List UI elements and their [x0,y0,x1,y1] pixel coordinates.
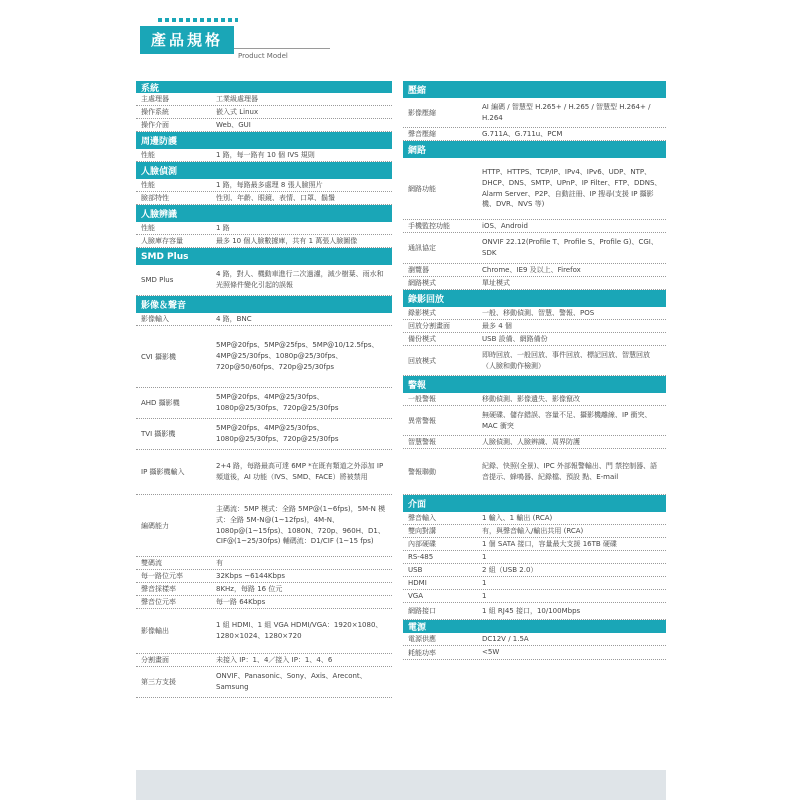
footer-band [136,770,666,800]
spec-row [403,307,666,320]
spec-value: 1 輸入、1 輸出 (RCA) [482,513,553,522]
spec-row [136,583,392,596]
spec-value: AI 編碼 / 智慧型 H.265+ / H.265 / 智慧型 H.264+ / H.264 [482,102,651,122]
spec-label: 網路模式 [408,279,436,287]
spec-value: 2+4 路，每路最高可達 6MP *在既有類道之外添加 IP 頻道後，AI 功能（IVS、SMD、FACE）將被禁用 [216,462,384,481]
spec-label: 回放模式 [408,356,436,365]
spec-row [403,590,666,603]
spec-label: 分割畫面 [141,656,169,664]
spec-row [136,450,392,495]
spec-row [403,264,666,277]
spec-value: 有，與聲音輸入/輸出共用 (RCA) [482,526,584,535]
section-header: 人臉偵測 [136,162,392,179]
spec-value: 一般、移動偵測、智慧、警報、POS [482,308,595,317]
spec-label: 智慧警報 [408,438,436,446]
spec-label: 耗能功率 [408,648,436,657]
spec-value: 4 路，對人、機動車進行二次過濾，減少樹葉、雨水和光照條件變化引起的誤報 [216,270,384,289]
spec-label: 第三方支援 [141,678,176,686]
spec-label: 每一路位元率 [141,572,183,580]
spec-label: 通訊協定 [408,244,436,252]
section-header: 電源 [403,620,666,633]
section-header: 系統 [136,81,392,93]
spec-value: 5MP@20fps、5MP@25fps、5MP@10/12.5fps、4MP@25/30fps、1080p@25/30fps、720p@50/60fps、720p@25/30fps [216,341,379,371]
spec-row [136,667,392,698]
spec-table-left [136,81,392,698]
spec-value: 最多 4 個 [482,321,512,330]
spec-value: 1 路 [216,223,230,232]
spec-value: 1 [482,552,487,561]
spec-value: 未接入 IP：1、4／接入 IP：1、4、6 [216,655,333,664]
spec-label: 操作系統 [141,108,169,116]
spec-value: G.711A、G.711u、PCM [482,129,563,138]
spec-row [136,557,392,570]
spec-value: HTTP、HTTPS、TCP/IP、IPv4、IPv6、UDP、NTP、DHCP、DNS、SMTP、UPnP、IP Filter、FTP、DDNS、Alarm Server、P2P、自動註冊、IP 搜尋(支援 IP 攝影機、DVR、NVS 等) [482,167,662,209]
spec-label: 雙碼流 [141,559,162,567]
spec-value: 嵌入式 Linux [216,107,259,116]
spec-row [403,233,666,264]
section-header: 人臉辨識 [136,205,392,222]
spec-row [403,646,666,660]
spec-label: 操作介面 [141,121,169,129]
spec-label: 人臉庫存容量 [141,237,183,245]
spec-label: AHD 攝影機 [141,399,180,407]
spec-row [403,220,666,233]
spec-row [136,495,392,557]
spec-label: 瀏覽器 [408,266,429,274]
section-header: 介面 [403,495,666,512]
spec-row [136,596,392,609]
spec-value: 8KHz，每路 16 位元 [216,584,283,593]
section-header: 警報 [403,376,666,393]
spec-row [403,512,666,525]
spec-label: 影像輸入 [141,315,169,323]
spec-label: RS-485 [408,553,434,561]
spec-label: 聲音壓縮 [408,130,436,138]
spec-row [403,449,666,495]
spec-label: VGA [408,592,424,600]
section-header: 周邊防護 [136,132,392,149]
spec-label: 主處理器 [141,95,169,103]
spec-row [136,388,392,419]
spec-label: 網路接口 [408,607,436,615]
spec-value: 1 個 SATA 接口，容量最大支援 16TB 硬碟 [482,539,617,548]
spec-value: 移動偵測、影像遺失、影像竄改 [482,394,580,403]
spec-row [403,603,666,620]
spec-label: 性能 [141,224,155,232]
spec-table-right [403,81,666,660]
spec-row [403,346,666,376]
spec-row [136,192,392,205]
spec-label: IP 攝影機輸入 [141,468,185,476]
spec-row [403,158,666,220]
spec-label: 內部硬碟 [408,540,436,548]
spec-row [403,633,666,646]
spec-row [403,564,666,577]
spec-value: 32Kbps ~6144Kbps [216,571,286,580]
spec-row [136,235,392,248]
spec-value: USB 設備、網路備份 [482,334,548,343]
spec-label: 編碼能力 [141,521,169,530]
spec-label: 影像輸出 [141,627,169,635]
spec-value: ONVIF、Panasonic、Sony、Axis、Arecont、Samsung [216,672,367,691]
header-dots-decoration [158,18,238,22]
spec-value: DC12V / 1.5A [482,634,529,643]
spec-row [136,149,392,162]
spec-label: CVI 攝影機 [141,352,176,361]
spec-label: 手機監控功能 [408,222,450,230]
spec-label: 聲音輸入 [408,514,436,522]
spec-row [136,179,392,192]
section-header: 壓縮 [403,81,666,98]
spec-row [136,222,392,235]
spec-row [136,609,392,654]
spec-label: 一般警報 [408,395,436,403]
spec-label: 錄影模式 [408,309,436,317]
spec-label: 警報聯動 [408,467,436,476]
spec-row [403,406,666,436]
spec-row [403,525,666,538]
spec-row [136,570,392,583]
spec-label: 網路功能 [408,184,436,193]
spec-row [403,128,666,141]
spec-value: 工業級處理器 [216,94,258,103]
spec-row [136,326,392,388]
spec-label: 聲音採樣率 [141,585,176,593]
spec-value: 1 路，每一路有 10 個 IVS 規則 [216,150,315,159]
spec-label: SMD Plus [141,276,174,284]
spec-label: HDMI [408,579,427,587]
spec-label: 臉部特性 [141,194,169,202]
spec-value: Web、GUI [216,120,251,129]
header-rule [234,48,330,49]
spec-label: 雙向對講 [408,527,436,535]
spec-value: 即時回放、一般回放、事件回放、標記回放、智慧回放（人臉和動作檢測） [482,350,650,370]
spec-label: TVI 攝影機 [141,430,176,438]
spec-value: 性別、年齡、眼鏡、表情、口罩、鬍鬚 [216,193,335,202]
spec-row [403,577,666,590]
spec-value: 1 組 RJ45 接口，10/100Mbps [482,606,581,615]
section-header: 網路 [403,141,666,158]
section-header: 錄影回放 [403,290,666,307]
spec-label: 回放分割畫面 [408,322,450,330]
spec-label: 異常警報 [408,416,436,425]
spec-row [403,436,666,449]
spec-value: 2 組（USB 2.0） [482,565,538,574]
spec-row [136,313,392,326]
spec-value: 主碼流：5MP 模式：全路 5MP@(1~6fps)，5M-N 模式：全路 5M-N@(1~12fps)，4M-N、1080p@(1~15fps)、1080N、720p、960H、D1、CIF@(1~25/30fps) 輔碼流：D1/CIF (1~15 fps) [216,504,386,546]
spec-row [403,551,666,564]
spec-value: 4 路，BNC [216,314,252,323]
section-header: SMD Plus [136,248,392,265]
spec-row [403,320,666,333]
spec-value: 1 路，每路最多處理 8 張人臉照片 [216,180,323,189]
spec-value: 5MP@20fps、4MP@25/30fps、1080p@25/30fps、720p@25/30fps [216,424,339,443]
spec-value: 1 [482,591,487,600]
spec-value: 無硬碟、儲存錯誤、容量不足、攝影機離線、IP 衝突、MAC 衝突 [482,410,652,430]
spec-label: 性能 [141,151,155,159]
spec-value: 1 組 HDMI、1 組 VGA HDMI/VGA：1920×1080、1280×1024、1280×720 [216,621,383,640]
spec-value: 有 [216,558,223,567]
spec-value: 最多 10 個人臉數據庫，共有 1 萬張人臉圖像 [216,236,358,245]
page-title: 產品規格 [140,26,234,54]
spec-label: 電源供應 [408,635,436,643]
spec-value: iOS、Android [482,221,528,230]
spec-row [136,106,392,119]
spec-label: 影像壓縮 [408,108,436,117]
spec-value: ONVIF 22.12(Profile T、Profile S、Profile G)、CGI、SDK [482,238,658,257]
spec-label: 性能 [141,181,155,189]
page-header [140,18,340,68]
spec-row [403,538,666,551]
spec-row [403,277,666,290]
spec-value: 單址模式 [482,278,510,287]
spec-row [403,333,666,346]
spec-value: Chrome、IE9 及以上、Firefox [482,265,581,274]
spec-value: 1 [482,578,487,587]
spec-row [136,93,392,106]
spec-label: 聲音位元率 [141,598,176,606]
spec-label: 備份模式 [408,335,436,343]
spec-row [403,98,666,128]
spec-value: 紀錄、快照(全景)、IPC 外部報警輸出、門 禁控制器、語音提示、蜂鳴器、紀錄檔、預設 點、E-mail [482,461,658,481]
spec-value: 每一路 64Kbps [216,597,266,606]
spec-row [136,265,392,296]
spec-label: USB [408,566,423,574]
section-header: 影像＆聲音 [136,296,392,313]
spec-row [403,393,666,406]
page-subtitle: Product Model [238,52,288,60]
spec-row [136,119,392,132]
spec-row [136,419,392,450]
spec-value: <5W [482,648,500,657]
spec-value: 5MP@20fps、4MP@25/30fps、1080p@25/30fps、720p@25/30fps [216,393,339,412]
spec-value: 人臉偵測、人臉辨識、周界防護 [482,437,580,446]
spec-row [136,654,392,667]
